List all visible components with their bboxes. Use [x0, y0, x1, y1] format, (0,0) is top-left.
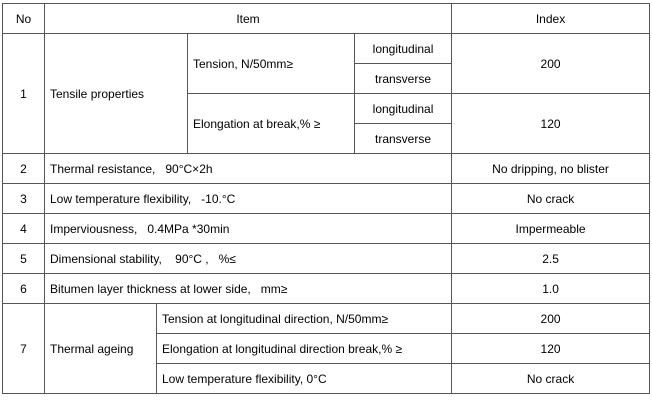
item-dimensional-stability: Dimensional stability, 90°C , %≤: [45, 244, 452, 274]
item-thermal-resistance: Thermal resistance, 90°C×2h: [45, 154, 452, 184]
table-row: [3, 184, 650, 214]
table-row: [3, 34, 650, 64]
item-low-temperature-flexibility: Low temperature flexibility, -10.°C: [45, 184, 452, 214]
index-ageing-low-temperature: No crack: [452, 364, 650, 394]
item-imperviousness: Imperviousness, 0.4MPa *30min: [45, 214, 452, 244]
header-no: No: [3, 4, 45, 34]
sub-item-tension: Tension at longitudinal direction, N/50mm≥: [157, 304, 452, 334]
table-header-row: [3, 4, 650, 34]
row-no: 4: [3, 214, 45, 244]
item-thermal-ageing: Thermal ageing: [45, 304, 157, 394]
direction-transverse: transverse: [355, 64, 452, 94]
item-bitumen-thickness: Bitumen layer thickness at lower side, mm≥: [45, 274, 452, 304]
index-thermal-resistance: No dripping, no blister: [452, 154, 650, 184]
row-no: 3: [3, 184, 45, 214]
item-tension: Tension, N/50mm≥: [188, 34, 355, 94]
index-bitumen-thickness: 1.0: [452, 274, 650, 304]
direction-longitudinal: longitudinal: [355, 34, 452, 64]
item-elongation: Elongation at break,% ≥: [188, 94, 355, 154]
direction-transverse: transverse: [355, 124, 452, 154]
properties-table: [2, 3, 650, 394]
header-item: Item: [45, 4, 452, 34]
table-row: [3, 214, 650, 244]
header-index: Index: [452, 4, 650, 34]
index-ageing-elongation: 120: [452, 334, 650, 364]
row-no: 1: [3, 34, 45, 154]
row-no: 6: [3, 274, 45, 304]
index-elongation: 120: [452, 94, 650, 154]
sub-item-low-temperature: Low temperature flexibility, 0°C: [157, 364, 452, 394]
row-no: 5: [3, 244, 45, 274]
table-row: [3, 274, 650, 304]
index-tension: 200: [452, 34, 650, 94]
index-dimensional-stability: 2.5: [452, 244, 650, 274]
index-low-temperature-flexibility: No crack: [452, 184, 650, 214]
table-row: [3, 154, 650, 184]
table-row: [3, 304, 650, 334]
direction-longitudinal: longitudinal: [355, 94, 452, 124]
row-no: 7: [3, 304, 45, 394]
table-row: [3, 244, 650, 274]
item-tensile-properties: Tensile properties: [45, 34, 188, 154]
sub-item-elongation: Elongation at longitudinal direction break,% ≥: [157, 334, 452, 364]
index-ageing-tension: 200: [452, 304, 650, 334]
row-no: 2: [3, 154, 45, 184]
index-imperviousness: Impermeable: [452, 214, 650, 244]
